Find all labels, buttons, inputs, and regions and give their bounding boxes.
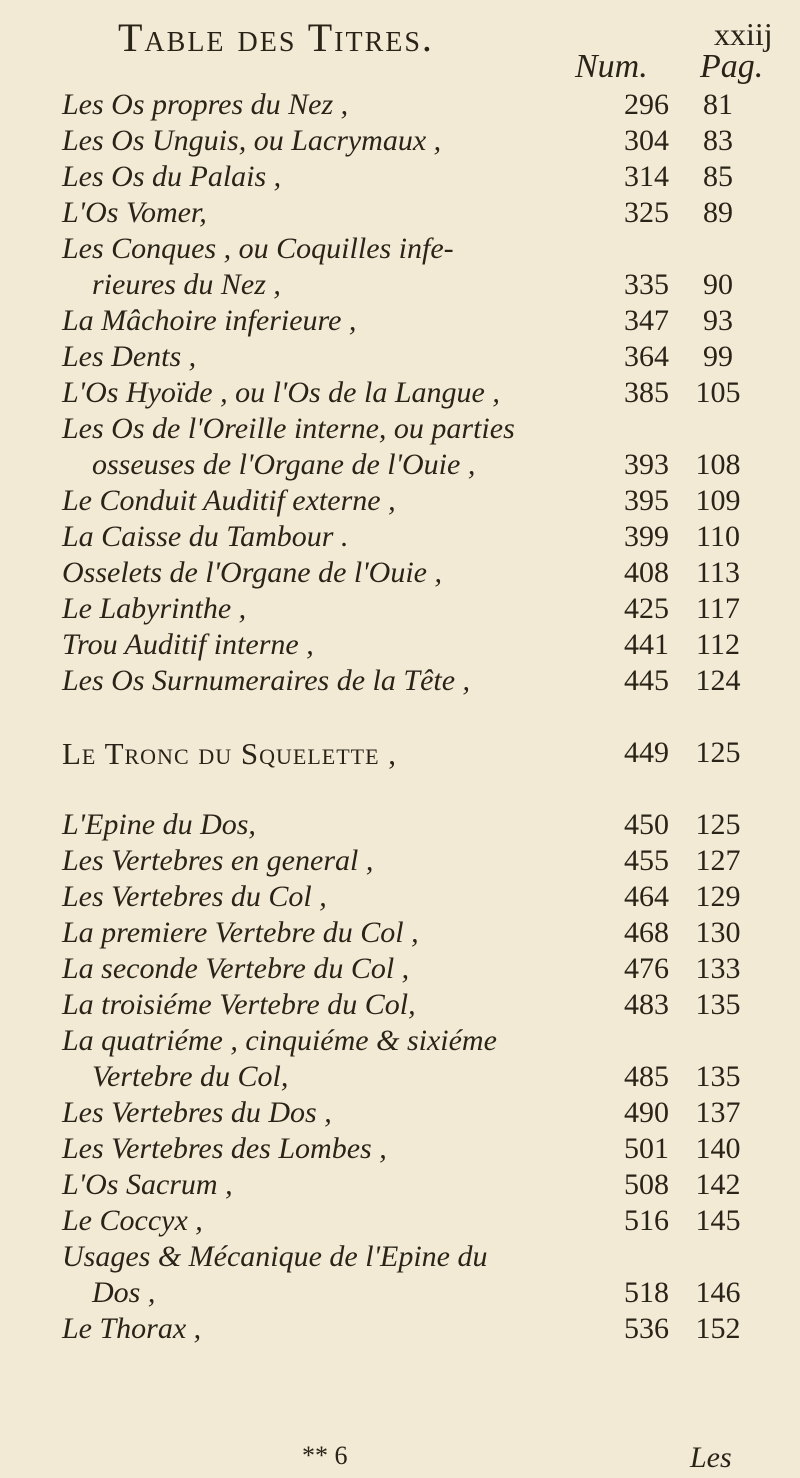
spacer-row <box>0 772 800 808</box>
entry-page: 127 <box>695 844 741 877</box>
entry-page: 113 <box>696 556 740 589</box>
toc-entry: Les Vertebres en general , 455 127 <box>62 844 741 877</box>
entry-title: Vertebre du Col, <box>92 1060 289 1093</box>
spacer-row <box>0 700 800 736</box>
entry-title: Les Vertebres du Dos , <box>62 1096 332 1129</box>
entry-page: 124 <box>695 664 741 697</box>
toc-entry: L'Os Hyoïde , ou l'Os de la Langue , 385 105 <box>62 376 741 409</box>
entry-title: L'Epine du Dos, <box>62 808 256 841</box>
entry-title: Osselets de l'Organe de l'Ouie , <box>62 556 442 589</box>
entry-page: 135 <box>695 988 741 1021</box>
entry-page: 142 <box>695 1168 741 1201</box>
entry-page: 110 <box>696 520 740 553</box>
page-number: xxiij <box>714 16 773 52</box>
toc-entry: Les Os Surnumeraires de la Tête , 445 124 <box>62 664 741 697</box>
toc-entry: La Mâchoire inferieure , 347 93 <box>62 304 733 337</box>
entry-page: 145 <box>695 1204 741 1237</box>
toc-entry: L'Epine du Dos, 450 125 <box>62 808 741 841</box>
entry-page: 125 <box>695 808 741 841</box>
column-headers <box>0 48 800 88</box>
toc-entry: Les Os Unguis, ou Lacrymaux , 304 83 <box>62 124 733 157</box>
toc-entry: Les Vertebres des Lombes , 501 140 <box>62 1132 741 1165</box>
entry-title: Le Conduit Auditif externe , <box>62 484 396 517</box>
entry-page: 85 <box>703 160 733 193</box>
entry-title: Les Vertebres en general , <box>62 844 374 877</box>
entry-title: osseuses de l'Organe de l'Ouie , <box>92 448 476 481</box>
entry-page: 146 <box>695 1276 741 1309</box>
entry-title: Les Conques , ou Coquilles infe- <box>62 232 454 265</box>
toc-entry: Le Conduit Auditif externe , 395 109 <box>62 484 741 517</box>
entry-title: Les Os Surnumeraires de la Tête , <box>62 664 471 697</box>
entry-page: 133 <box>695 952 741 985</box>
entry-title: La Mâchoire inferieure , <box>62 304 357 337</box>
entry-page: 109 <box>695 484 741 517</box>
signature-mark: ** 6 <box>302 1441 348 1470</box>
toc-entry: Le Coccyx , 516 145 <box>62 1204 741 1237</box>
entry-title: Les Os du Palais , <box>62 160 282 193</box>
entry-title: Trou Auditif interne , <box>62 628 314 661</box>
entry-title: rieures du Nez , <box>92 268 281 301</box>
toc-entry: Les Os propres du Nez , 296 81 <box>62 88 733 121</box>
toc-entry: Les Os du Palais , 314 85 <box>62 160 733 193</box>
pag-column-header: Pag. <box>700 48 764 85</box>
toc-entry: Le Thorax , 536 152 <box>62 1312 741 1345</box>
entry-page: 90 <box>703 268 733 301</box>
toc-entry: Les Vertebres du Col , 464 129 <box>62 880 741 913</box>
entry-page: 99 <box>703 340 733 373</box>
section-heading: Le Tronc du Squelette , <box>62 736 398 771</box>
entry-title: Le Coccyx , <box>62 1204 203 1237</box>
toc-entry: Dos , 518 146 <box>92 1276 741 1309</box>
entry-page: 89 <box>703 196 733 229</box>
entry-page: 117 <box>696 592 740 625</box>
toc-entry: La seconde Vertebre du Col , 476 133 <box>62 952 741 985</box>
toc-entry: Vertebre du Col, 485 135 <box>92 1060 741 1093</box>
table-of-contents <box>0 88 800 1348</box>
entry-title: Les Vertebres des Lombes , <box>62 1132 387 1165</box>
entry-page: 135 <box>695 1060 741 1093</box>
entry-title: L'Os Sacrum , <box>62 1168 233 1201</box>
entry-title: La seconde Vertebre du Col , <box>62 952 410 985</box>
toc-entry <box>0 1024 800 1060</box>
page-footer <box>0 1441 800 1475</box>
entry-page: 112 <box>696 628 740 661</box>
entry-title: La premiere Vertebre du Col , <box>62 916 419 949</box>
entry-page: 105 <box>695 376 741 409</box>
entry-title: L'Os Vomer, <box>62 196 207 229</box>
entry-title: Le Labyrinthe , <box>62 592 247 625</box>
toc-entry: L'Os Vomer, 325 89 <box>62 196 733 229</box>
entry-page: 93 <box>703 304 733 337</box>
toc-entry <box>0 232 800 268</box>
section-heading-row: Le Tronc du Squelette , 449 125 <box>62 736 741 771</box>
entry-page: 83 <box>703 124 733 157</box>
entry-page: 130 <box>695 916 741 949</box>
entry-title: Les Os Unguis, ou Lacrymaux , <box>62 124 442 157</box>
entry-title: Les Os de l'Oreille interne, ou parties <box>62 412 515 445</box>
toc-entry <box>0 412 800 448</box>
entry-page: 129 <box>695 880 741 913</box>
toc-entry: L'Os Sacrum , 508 142 <box>62 1168 741 1201</box>
num-column-header: Num. <box>575 48 648 85</box>
entry-title: La troisiéme Vertebre du Col, <box>62 988 416 1021</box>
toc-entry <box>0 1240 800 1276</box>
entry-page: 137 <box>695 1096 741 1129</box>
entry-title: L'Os Hyoïde , ou l'Os de la Langue , <box>62 376 500 409</box>
entry-title: Usages & Mécanique de l'Epine du <box>62 1240 488 1273</box>
running-title: Table des Titres. <box>118 15 434 60</box>
entry-page: 108 <box>695 448 741 481</box>
entry-title: Les Os propres du Nez , <box>62 88 349 121</box>
toc-entry: rieures du Nez , 335 90 <box>92 268 733 301</box>
entry-page: 81 <box>703 88 733 121</box>
toc-entry: Trou Auditif interne , 441 112 <box>62 628 740 661</box>
entry-title: Les Vertebres du Col , <box>62 880 327 913</box>
entry-page: 125 <box>695 736 741 769</box>
toc-entry: La troisiéme Vertebre du Col, 483 135 <box>62 988 741 1021</box>
entry-title: Les Dents , <box>62 340 197 373</box>
catchword: Les <box>690 1441 732 1474</box>
entry-title: Dos , <box>92 1276 156 1309</box>
toc-entry: La premiere Vertebre du Col , 468 130 <box>62 916 741 949</box>
toc-entry: Les Vertebres du Dos , 490 137 <box>62 1096 741 1129</box>
entry-page: 140 <box>695 1132 741 1165</box>
entry-title: La quatriéme , cinquiéme & sixiéme <box>62 1024 497 1057</box>
entry-title: La Caisse du Tambour . <box>62 520 349 553</box>
toc-entry: Les Dents , 364 99 <box>62 340 733 373</box>
entry-title: Le Thorax , <box>62 1312 202 1345</box>
toc-entry: La Caisse du Tambour . 399 110 <box>62 520 740 553</box>
entry-page: 152 <box>695 1312 741 1345</box>
toc-entry: osseuses de l'Organe de l'Ouie , 393 108 <box>92 448 741 481</box>
toc-entry: Osselets de l'Organe de l'Ouie , 408 113 <box>62 556 740 589</box>
toc-entry: Le Labyrinthe , 425 117 <box>62 592 740 625</box>
